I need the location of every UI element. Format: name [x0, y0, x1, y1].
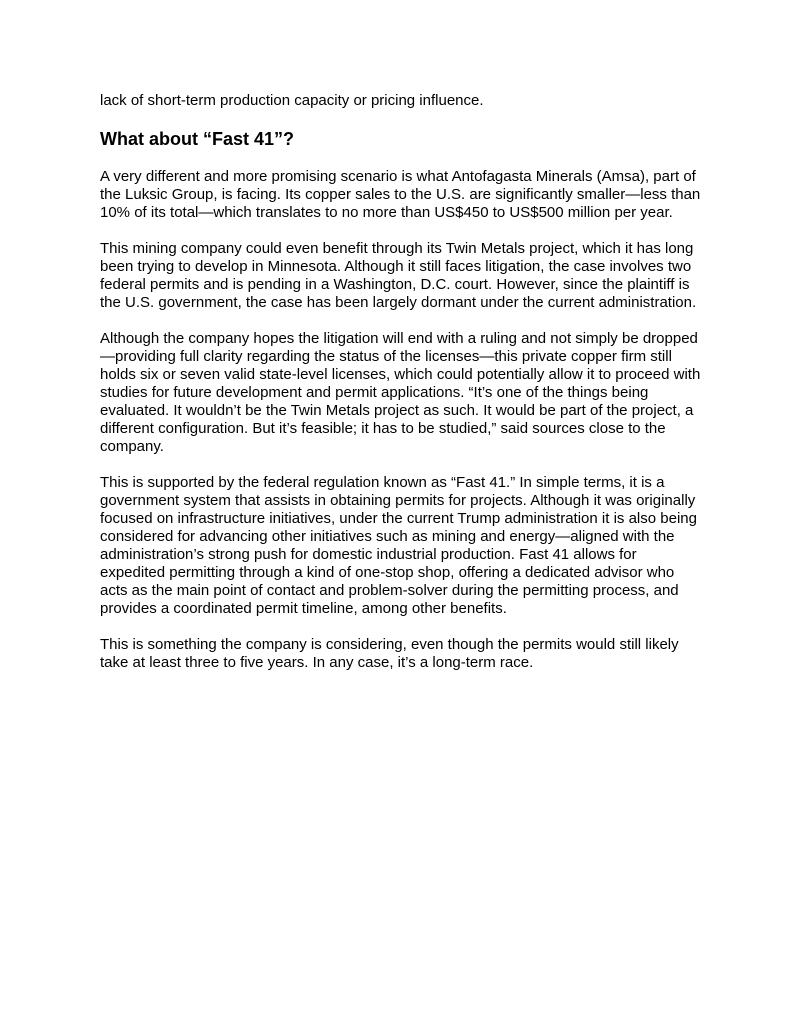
- paragraph-fast-41: This is supported by the federal regulation known as “Fast 41.” In simple terms, it is a government system that assists in obtaining permits for projects. Although it was originally focused on infrastructure initiatives, under the current Trump administration it is also being considered for advancing other initiatives such as mining and energy—aligned with the administration’s strong push for domestic industrial production. Fast 41 allows for expedited permitting through a kind of one-stop shop, offering a dedicated advisor who acts as the main point of contact and problem-solver during the permitting process, and provides a coordinated permit timeline, among other benefits.: [100, 474, 697, 617]
- section-heading: What about “Fast 41”?: [100, 129, 295, 149]
- article-body: [100, 92, 704, 690]
- paragraph-litigation-licenses: Although the company hopes the litigation will end with a ruling and not simply be dropped—providing full clarity regarding the status of the licenses—this private copper firm still holds six or seven valid state-level licenses, which could potentially allow it to proceed with studies for future development and permit applications. “It’s one of the things being evaluated. It wouldn’t be the Twin Metals project as such. It would be part of the project, a different configuration. But it’s feasible; it has to be studied,” said sources close to the company.: [100, 330, 701, 455]
- paragraph-twin-metals: This mining company could even benefit through its Twin Metals project, which it has long been trying to develop in Minnesota. Although it still faces litigation, the case involves two federal permits and is pending in a Washington, D.C. court. However, since the plaintiff is the U.S. government, the case has been largely dormant under the current administration.: [100, 240, 697, 311]
- paragraph-long-term-race: This is something the company is considering, even though the permits would still likely take at least three to five years. In any case, it’s a long-term race.: [100, 636, 679, 671]
- paragraph-amsa-scenario: A very different and more promising scenario is what Antofagasta Minerals (Amsa), part of the Luksic Group, is facing. Its copper sales to the U.S. are significantly smaller—less than 10% of its total—which translates to no more than US$450 to US$500 million per year.: [100, 168, 701, 221]
- lead-paragraph: lack of short-term production capacity or pricing influence.: [100, 92, 484, 109]
